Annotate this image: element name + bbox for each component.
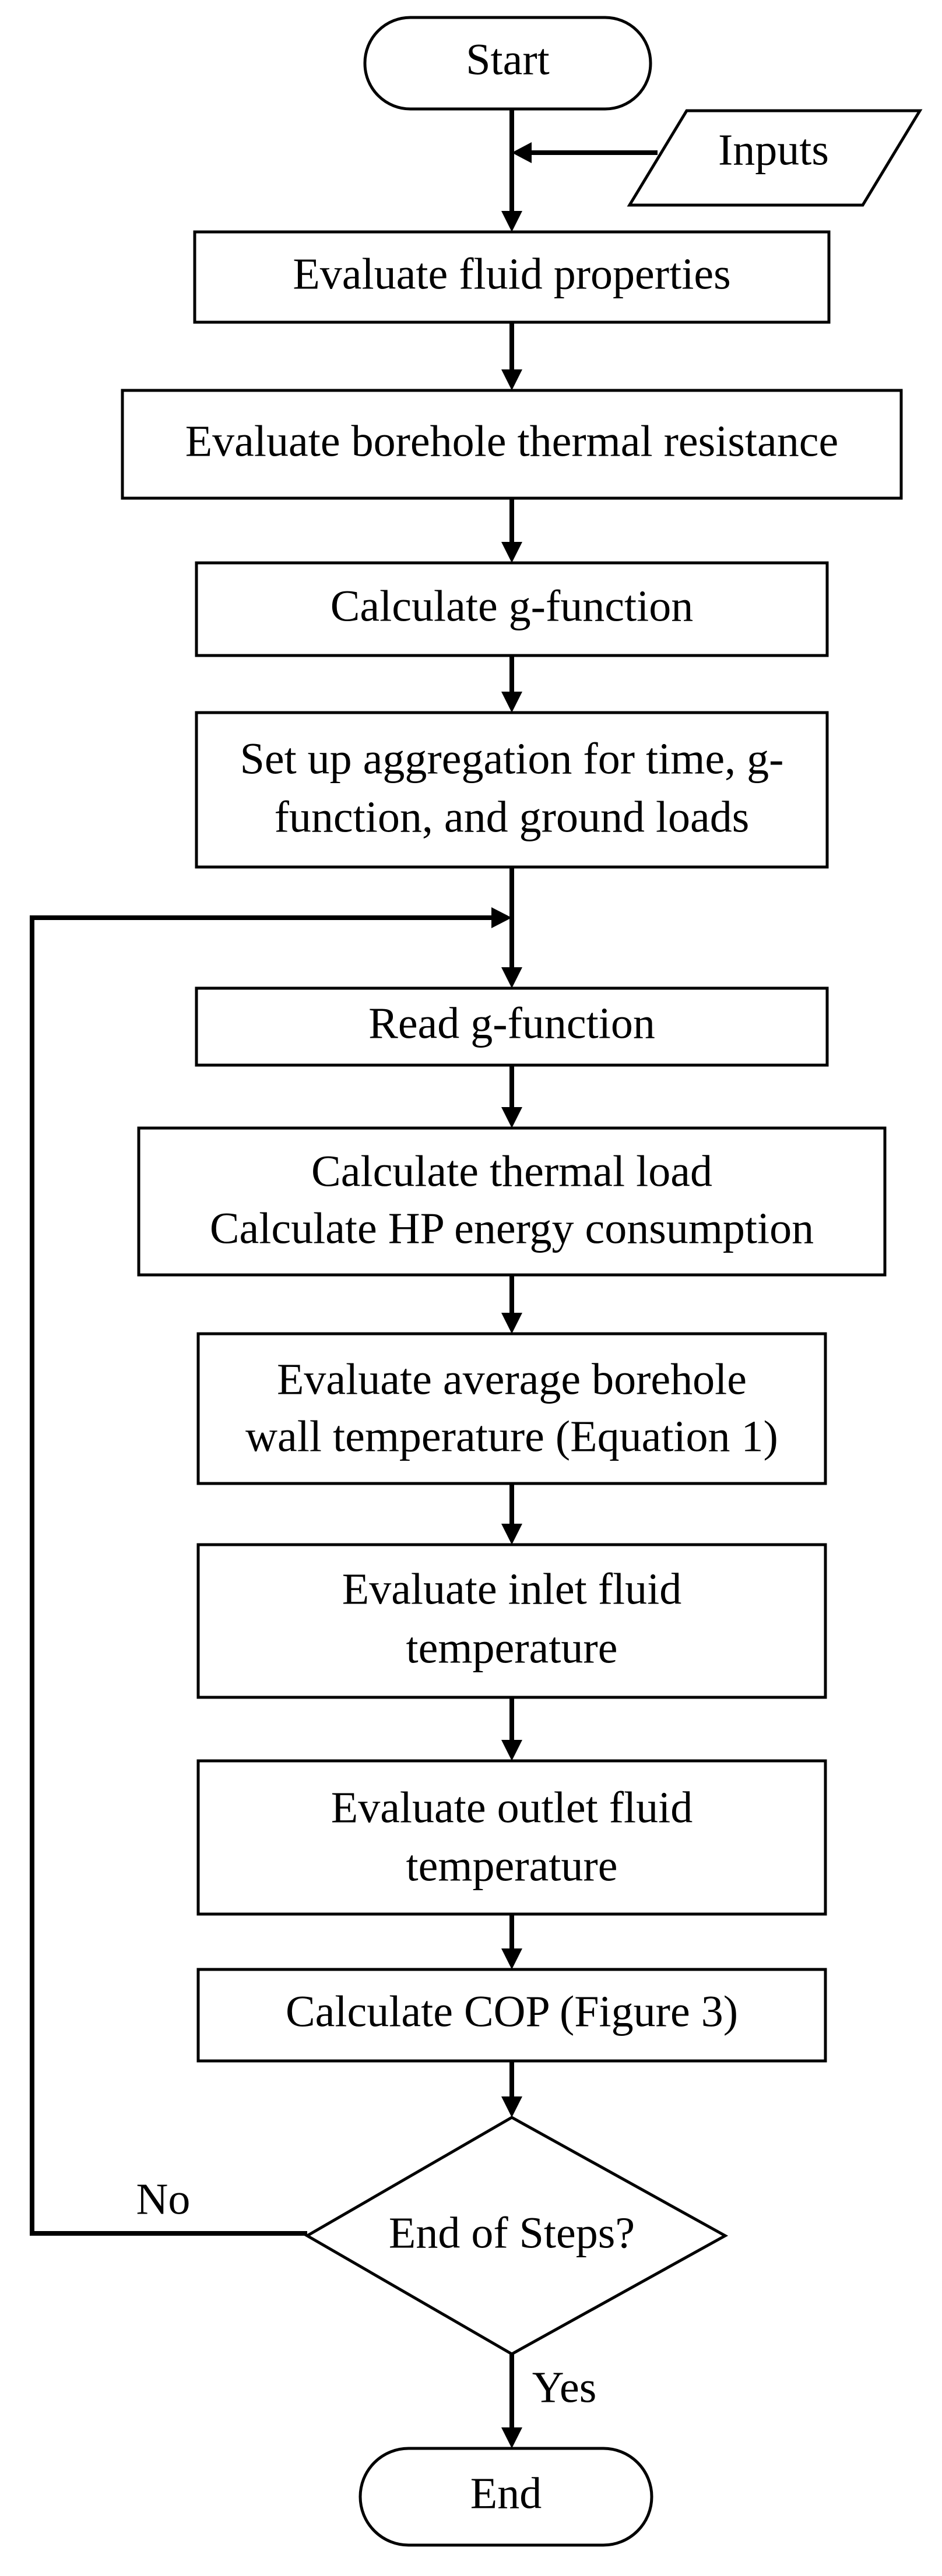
decision-node — [307, 2117, 725, 2354]
start-node — [365, 17, 651, 109]
aggregation-node — [196, 713, 827, 867]
end-label: End — [470, 2469, 542, 2518]
aggregation-label-line-2: function, and ground loads — [274, 792, 750, 842]
borehole-resistance-node — [122, 390, 901, 498]
outlet-temperature-node — [198, 1761, 825, 1914]
inputs-label: Inputs — [718, 125, 829, 175]
read-g-function-node — [196, 988, 827, 1065]
arrowhead-inlet — [501, 1524, 522, 1545]
thermal-load-node — [139, 1128, 885, 1275]
inlet-temperature-node — [198, 1545, 825, 1697]
arrowhead-wall — [501, 1313, 522, 1334]
cop-node — [198, 1969, 825, 2061]
thermal-load-label-line-2: Calculate HP energy consumption — [209, 1204, 814, 1253]
inlet-temperature-label-line-1: Evaluate inlet fluid — [342, 1564, 682, 1614]
aggregation-label-line-1: Set up aggregation for time, g- — [240, 734, 784, 784]
inputs-node — [630, 111, 920, 205]
arrowhead-aggregation — [501, 692, 522, 713]
outlet-temperature-label-line-2: temperature — [406, 1841, 618, 1891]
inlet-temperature-label-line-2: temperature — [406, 1623, 618, 1673]
outlet-temperature-label-line-1: Evaluate outlet fluid — [331, 1783, 693, 1833]
no-label: No — [136, 2175, 191, 2224]
g-function-node — [196, 563, 827, 656]
start-label: Start — [466, 35, 550, 84]
arrowhead-outlet — [501, 1740, 522, 1761]
arrowhead-fluid-props — [501, 211, 522, 232]
nodes — [122, 17, 920, 2545]
thermal-load-label-line-1: Calculate thermal load — [311, 1147, 712, 1196]
wall-temperature-node — [198, 1334, 825, 1483]
arrowhead-loop — [491, 907, 512, 928]
cop-label: Calculate COP (Figure 3) — [285, 1987, 739, 2036]
borehole-resistance-label: Evaluate borehole thermal resistance — [185, 417, 839, 466]
arrowhead-thermal — [501, 1107, 522, 1128]
arrowhead-gfunction — [501, 542, 522, 563]
decision-label: End of Steps? — [388, 2208, 635, 2258]
fluid-properties-node — [195, 232, 829, 322]
read-g-function-label: Read g-function — [368, 999, 655, 1048]
yes-label: Yes — [532, 2363, 597, 2412]
arrowhead-end — [501, 2427, 522, 2448]
arrowhead-inputs — [512, 142, 532, 163]
end-node — [360, 2448, 652, 2545]
arrowhead-decision — [501, 2096, 522, 2117]
arrowhead-cop — [501, 1948, 522, 1969]
wall-temperature-label-line-1: Evaluate average borehole — [277, 1355, 747, 1404]
wall-temperature-label-line-2: wall temperature (Equation 1) — [245, 1412, 778, 1461]
arrowhead-read — [501, 967, 522, 988]
fluid-properties-label: Evaluate fluid properties — [293, 249, 731, 299]
g-function-label: Calculate g-function — [330, 582, 694, 631]
arrowhead-resistance — [501, 369, 522, 390]
